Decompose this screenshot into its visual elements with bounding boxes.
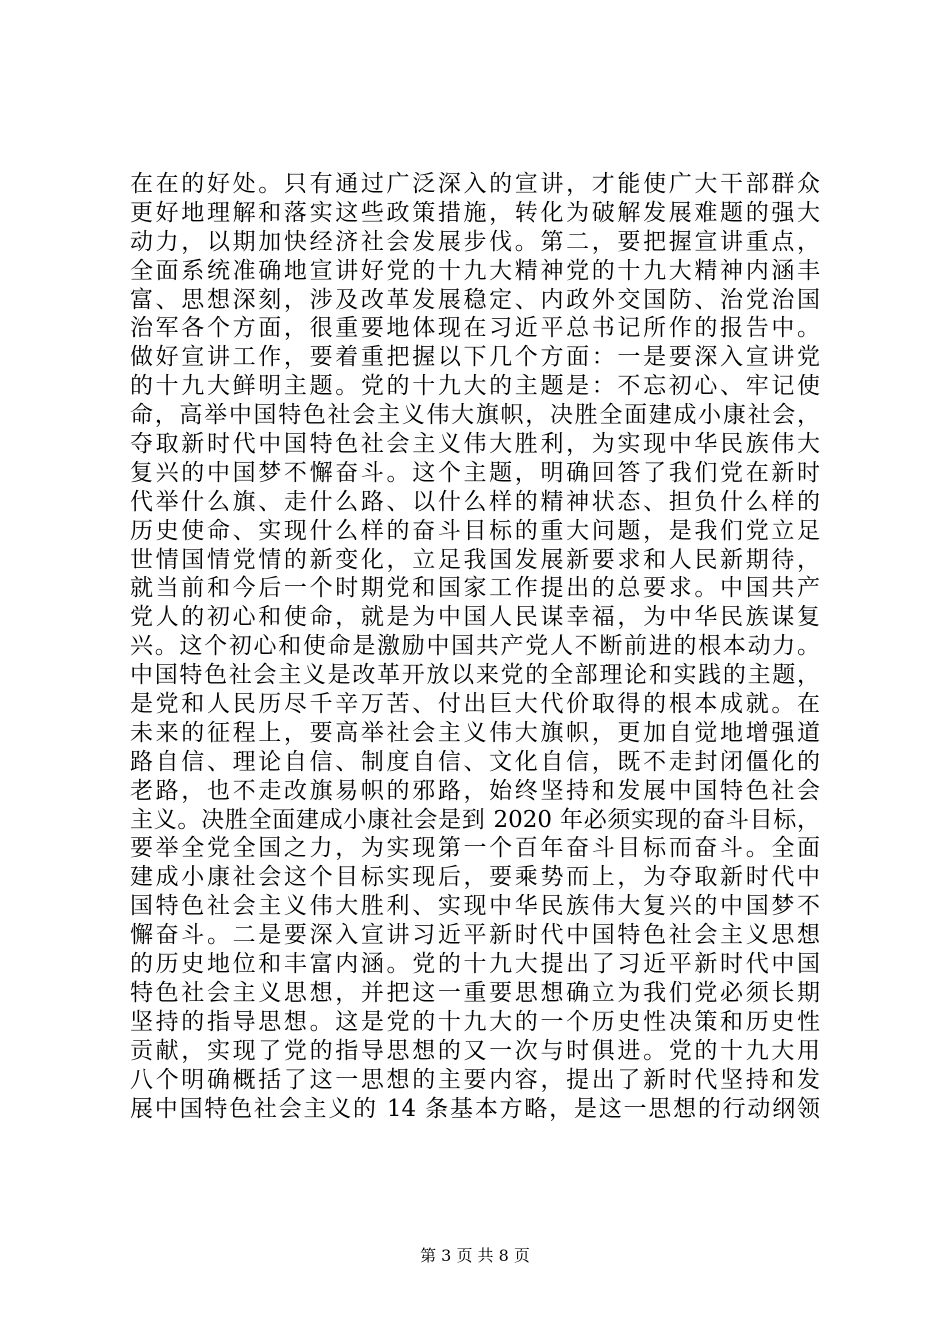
text-line: 世情国情党情的新变化，立足我国发展新要求和人民新期待， [130, 546, 820, 573]
text-line: 富、思想深刻，涉及改革发展稳定、内政外交国防、治党治国 [130, 286, 820, 313]
text-line: 未来的征程上，要高举社会主义伟大旗帜，更加自觉地增强道 [130, 719, 820, 746]
text-line: 国特色社会主义伟大胜利、实现中华民族伟大复兴的中国梦不 [130, 893, 820, 920]
text-line: 的十九大鲜明主题。党的十九大的主题是：不忘初心、牢记使 [130, 373, 820, 400]
text-line: 中国特色社会主义是改革开放以来党的全部理论和实践的主题， [130, 662, 820, 689]
text-line: 特色社会主义思想，并把这一重要思想确立为我们党必须长期 [130, 979, 820, 1006]
text-line: 坚持的指导思想。这是党的十九大的一个历史性决策和历史性 [130, 1008, 820, 1035]
text-line: 老路，也不走改旗易帜的邪路，始终坚持和发展中国特色社会 [130, 777, 820, 804]
text-line: 建成小康社会这个目标实现后，要乘势而上，为夺取新时代中 [130, 864, 820, 891]
page-number: 第 3 页 共 8 页 [420, 1246, 530, 1265]
page-footer [0, 1243, 950, 1266]
text-line: 是党和人民历尽千辛万苦、付出巨大代价取得的根本成就。在 [130, 691, 820, 718]
text-line: 八个明确概括了这一思想的主要内容，提出了新时代坚持和发 [130, 1066, 820, 1093]
text-line: 动力，以期加快经济社会发展步伐。第二，要把握宣讲重点， [130, 228, 820, 255]
text-line: 就当前和今后一个时期党和国家工作提出的总要求。中国共产 [130, 575, 820, 602]
text-line: 懈奋斗。二是要深入宣讲习近平新时代中国特色社会主义思想 [130, 922, 820, 949]
text-line: 贡献，实现了党的指导思想的又一次与时俱进。党的十九大用 [130, 1037, 820, 1064]
text-line: 全面系统准确地宣讲好党的十九大精神党的十九大精神内涵丰 [130, 257, 820, 284]
text-line: 路自信、理论自信、制度自信、文化自信，既不走封闭僵化的 [130, 748, 820, 775]
text-line: 党人的初心和使命，就是为中国人民谋幸福，为中华民族谋复 [130, 604, 820, 631]
text-line: 做好宣讲工作，要着重把握以下几个方面：一是要深入宣讲党 [130, 344, 820, 371]
text-line: 治军各个方面，很重要地体现在习近平总书记所作的报告中。 [130, 315, 820, 342]
text-line: 代举什么旗、走什么路、以什么样的精神状态、担负什么样的 [130, 488, 820, 515]
text-line: 复兴的中国梦不懈奋斗。这个主题，明确回答了我们党在新时 [130, 459, 820, 486]
text-line: 主义。决胜全面建成小康社会是到 2020 年必须实现的奋斗目标， [130, 806, 820, 833]
text-line: 要举全党全国之力，为实现第一个百年奋斗目标而奋斗。全面 [130, 835, 820, 862]
text-line: 历史使命、实现什么样的奋斗目标的重大问题，是我们党立足 [130, 517, 820, 544]
text-line: 在在的好处。只有通过广泛深入的宣讲，才能使广大干部群众 [130, 171, 820, 197]
text-line: 更好地理解和落实这些政策措施，转化为破解发展难题的强大 [130, 199, 820, 226]
body-text [130, 170, 820, 1123]
text-line: 的历史地位和丰富内涵。党的十九大提出了习近平新时代中国 [130, 951, 820, 978]
text-line: 夺取新时代中国特色社会主义伟大胜利，为实现中华民族伟大 [130, 431, 820, 458]
text-line: 展中国特色社会主义的 14 条基本方略，是这一思想的行动纲领 [130, 1095, 820, 1122]
text-line: 命，高举中国特色社会主义伟大旗帜，决胜全面建成小康社会， [130, 402, 820, 429]
text-line: 兴。这个初心和使命是激励中国共产党人不断前进的根本动力。 [130, 633, 820, 660]
